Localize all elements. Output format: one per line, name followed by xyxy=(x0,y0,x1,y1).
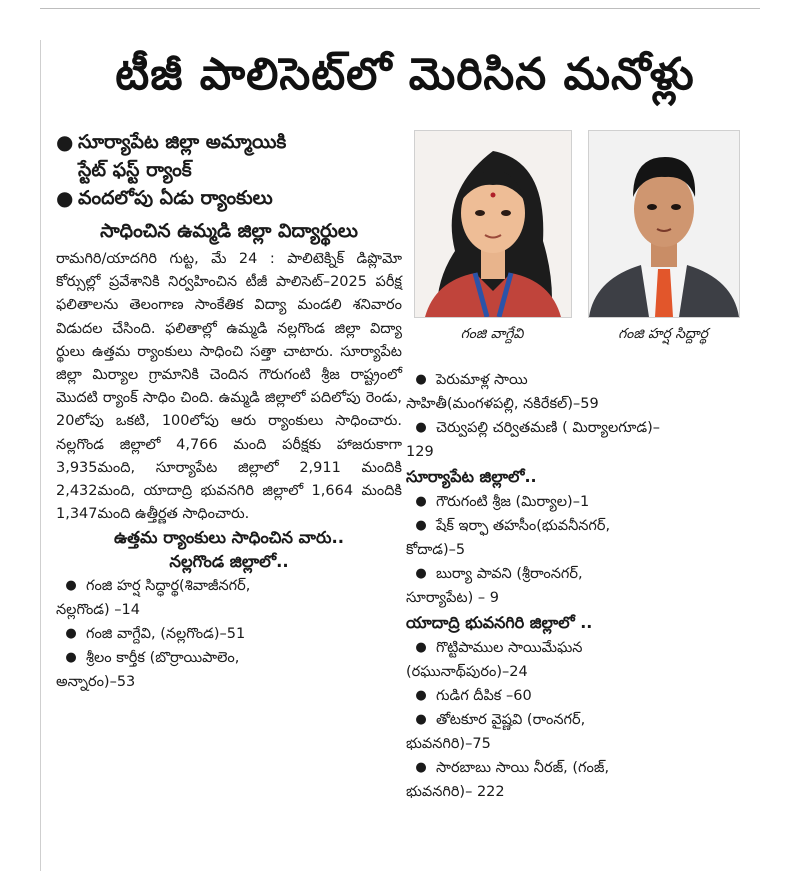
list-item xyxy=(406,684,746,708)
list-item xyxy=(406,562,746,586)
list-item xyxy=(406,514,746,538)
bullet-dot-icon: ● xyxy=(415,712,427,727)
top-rule xyxy=(40,8,760,9)
bullet-dot-icon: ● xyxy=(415,372,427,387)
highlight-1 xyxy=(56,128,402,184)
list-item xyxy=(406,368,746,392)
photo-caption-boy: గంజి హర్ష సిద్దార్థ xyxy=(618,326,708,342)
list-item-text: షేక్ ఇర్ఫా తహసీం(భువనీనగర్, xyxy=(436,518,611,534)
photo-boy xyxy=(588,130,740,318)
list-item-text: గుడిగ దీపిక –60 xyxy=(436,688,532,704)
list-item-text: గంజి వాగ్దేవి, (నల్లగొండ)–51 xyxy=(86,626,246,643)
portrait-boy-icon xyxy=(589,131,739,317)
list-item-continuation: కోదాడ)–5 xyxy=(406,542,466,558)
bullet-dot-icon: ● xyxy=(415,688,427,703)
right-column xyxy=(406,368,746,804)
list-item-text: చెర్వుపల్లి చర్వితమణి ( మిర్యాలగూడ)– xyxy=(436,420,661,436)
highlight-2 xyxy=(56,184,402,212)
district-heading-yadadri: యాదాద్రి భువనగిరి జిల్లాలో .. xyxy=(406,613,593,632)
bullet-dot-icon: ● xyxy=(65,626,77,642)
bullet-dot-icon: ● xyxy=(415,420,427,435)
list-item-text: సారబాబు సాయి నీరజ్, (గంజ్, xyxy=(436,760,610,776)
bullet-dot-icon: ● xyxy=(415,566,427,581)
list-item-continuation: భువనగిరి)– 222 xyxy=(406,784,505,800)
headline: టీజీ పాలిసెట్‌లో మెరిసిన మనోళ్లు xyxy=(115,49,695,100)
list-item-continuation: (రఘునాథ్‌పురం)–24 xyxy=(406,664,528,680)
portrait-girl-icon xyxy=(415,131,571,317)
bullet-dot-icon: ● xyxy=(415,494,427,509)
article-body: రామగిరి/యాదగిరి గుట్ట, మే 24 : పాలిటెక్నిక్ డిప్లొమో కోర్సుల్లో ప్రవేశానికి నిర్వహించిన టీజీ పాలిసెట్–2025 పరీక్ష ఫలితాలను తెలంగాణ సాంకేతిక విద్యా మండలి శనివారం విడుదల చేసింది. ఫలితాల్లో ఉమ్మడి నల్లగొండ జిల్లా విద్యా ర్థులు ఉత్తమ ర్యాంకులు సాధించి సత్తా చాటారు. సూర్యాపేట జిల్లా మిర్యాల గ్రామానికి చెందిన గౌరుగంటి శ్రీజ రాష్ట్రంలో మొదటి ర్యాంక్ సాధిం చింది. ఉమ్మడి జిల్లాలో పదిలోపు రెండు, 20లోపు ఒకటి, 100లోపు ఆరు ర్యాంకులు సాధించారు. నల్లగొండ జిల్లాలో 4,766 మంది పరీక్షకు హాజరుకాగా 3,935మంది, సూర్యాపేట జిల్లాలో 2,911 మందికి 2,432మంది, యాదాద్రి భువనగిరి జిల్లాలో 1,664 మందికి 1,347మంది ఉత్తీర్ణత సాధించారు. xyxy=(56,251,402,523)
list-item-continuation: సూర్యాపేట) – 9 xyxy=(406,590,499,606)
list-item-continuation: సాహితీ(మంగళపల్లి, నకిరేకల్)–59 xyxy=(406,396,599,412)
bullet-dot-icon: ● xyxy=(415,760,427,775)
list-item-text: గొట్టిపాముల సాయిమేఘన xyxy=(436,640,583,656)
list-item-continuation: అన్నారం)–53 xyxy=(56,674,136,691)
left-column xyxy=(56,128,402,694)
list-item-text: గౌరుగంటి శ్రీజ (మిర్యాల)–1 xyxy=(436,494,590,510)
list-item xyxy=(406,756,746,780)
highlight-2-line-2: సాధించిన ఉమ్మడి జిల్లా విద్యార్థులు xyxy=(100,220,358,242)
list-item-text: బుర్యా పావని (శ్రీరాంనగర్, xyxy=(436,566,583,582)
district-heading-suryapet: సూర్యాపేట జిల్లాలో.. xyxy=(406,467,537,486)
photo-girl xyxy=(414,130,572,318)
photo-caption-girl: గంజి వాగ్దేవి xyxy=(460,326,524,342)
left-column-rule xyxy=(40,40,41,871)
district-heading-nalgonda: నల్లగొండ జిల్లాలో.. xyxy=(169,552,289,572)
list-item-continuation: భువనగిరి)–75 xyxy=(406,736,491,752)
list-item-text: పెరుమాళ్ల సాయి xyxy=(436,372,528,388)
rankers-heading: ఉత్తమ ర్యాంకులు సాధించిన వారు.. xyxy=(113,528,344,548)
list-item-text: శ్రీలం కార్తీక (బొర్రాయిపాలెం, xyxy=(86,650,240,667)
list-item-continuation: నల్లగొండ) –14 xyxy=(56,602,140,619)
list-item xyxy=(56,622,402,646)
bullet-dot-icon: ● xyxy=(415,518,427,533)
highlight-1-line-1: సూర్యాపేట జిల్లా అమ్మాయికి xyxy=(78,131,287,153)
bullet-dot-icon: ● xyxy=(65,650,77,666)
list-item xyxy=(56,646,402,670)
list-item xyxy=(406,490,746,514)
bullet-dot-icon: ● xyxy=(56,130,74,154)
list-item-text: గంజి హర్ష సిద్ధార్థ(శివాజీనగర్, xyxy=(86,578,251,595)
list-item xyxy=(56,574,402,598)
list-item-text: తోటకూర వైష్ణవి (రాంనగర్, xyxy=(436,712,586,728)
highlight-2-line-1: వందలోపు ఏడు ర్యాంకులు xyxy=(78,187,273,209)
list-item-continuation: 129 xyxy=(406,444,434,460)
list-item xyxy=(406,416,746,440)
highlight-1-line-2: స్టేట్ ఫస్ట్ ర్యాంక్ xyxy=(78,159,192,181)
bullet-dot-icon: ● xyxy=(65,578,77,594)
list-item xyxy=(406,708,746,732)
bullet-dot-icon: ● xyxy=(56,186,74,210)
bullet-dot-icon: ● xyxy=(415,640,427,655)
list-item xyxy=(406,636,746,660)
